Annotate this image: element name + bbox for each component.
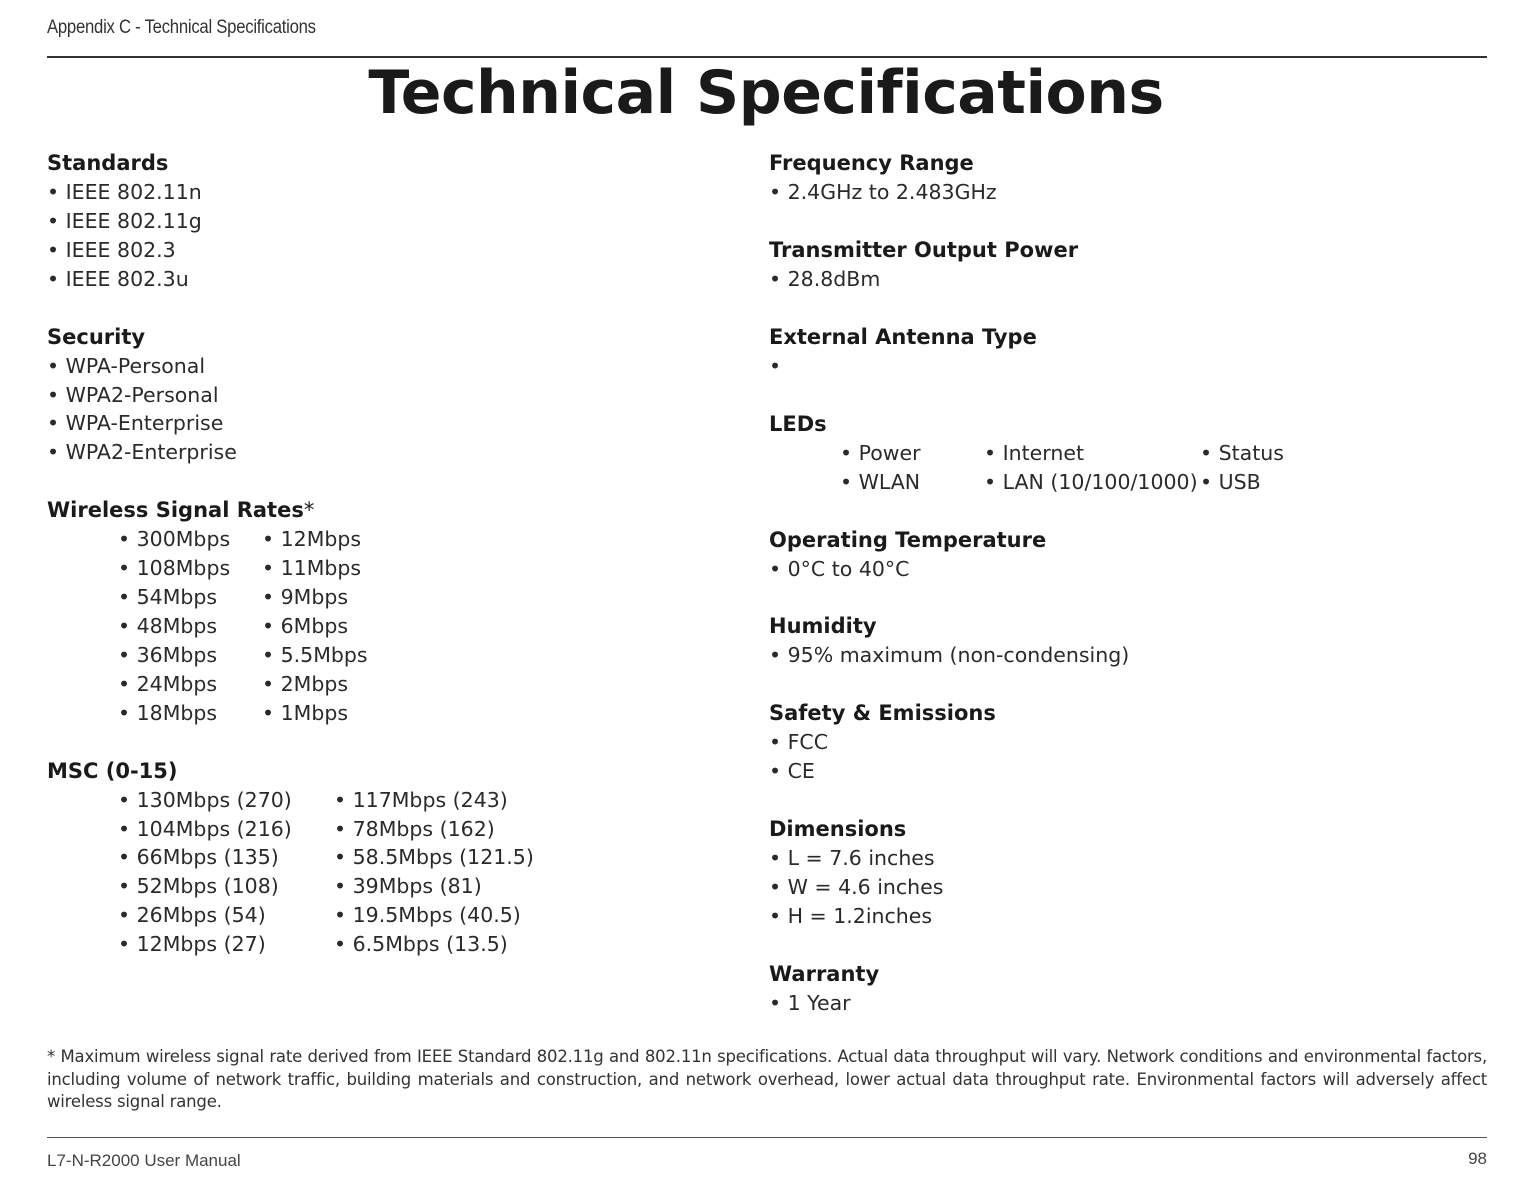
- list-item: • 6Mbps: [262, 612, 462, 641]
- msc-grid: [47, 786, 737, 959]
- list-item: • 9Mbps: [262, 583, 462, 612]
- dimensions-heading: Dimensions: [769, 817, 907, 842]
- signal-rates-heading-text: Wireless Signal Rates: [47, 498, 304, 523]
- list-item: • WPA2-Enterprise: [47, 438, 737, 467]
- safety-section: [769, 699, 1489, 786]
- msc-col2: [334, 786, 594, 959]
- running-head: Appendix C - Technical Specifications: [47, 17, 316, 38]
- tx-power-list: [769, 265, 1489, 294]
- frequency-list: [769, 178, 1489, 207]
- signal-rates-col2: [262, 525, 462, 727]
- tx-power-heading: Transmitter Output Power: [769, 237, 1079, 262]
- warranty-list: [769, 989, 1489, 1018]
- list-item: • 0°C to 40°C: [769, 555, 1489, 584]
- humidity-list: [769, 641, 1489, 670]
- list-item: • 300Mbps: [118, 525, 262, 554]
- leds-col1: [840, 439, 984, 497]
- standards-heading: Standards: [47, 151, 169, 175]
- warranty-heading: Warranty: [769, 961, 880, 986]
- footnote: * Maximum wireless signal rate derived from IEEE Standard 802.11g and 802.11n specifications. Actual data throughput will vary. Network conditions and environmental factors, including volume of network traffic, building materials and construction, and network overhead, lower actual data throughput rate. Environmental factors will adversely affect wireless signal range.: [47, 1047, 1487, 1111]
- leds-section: [769, 410, 1489, 497]
- safety-heading: Safety & Emissions: [769, 701, 996, 726]
- signal-rates-grid: [47, 525, 737, 727]
- frequency-heading: Frequency Range: [769, 151, 974, 175]
- list-item: [769, 352, 1489, 381]
- standards-list: [47, 178, 737, 294]
- humidity-section: [769, 612, 1489, 670]
- dimensions-section: [769, 815, 1489, 931]
- antenna-list: [769, 352, 1489, 381]
- list-item: • CE: [769, 757, 1489, 786]
- dimensions-list: [769, 844, 1489, 931]
- list-item: • 104Mbps (216): [118, 815, 334, 844]
- list-item: • 26Mbps (54): [118, 901, 334, 930]
- list-item: • 18Mbps: [118, 699, 262, 728]
- list-item: • 117Mbps (243): [334, 786, 594, 815]
- list-item: • 78Mbps (162): [334, 815, 594, 844]
- manual-name: L7-N-R2000 User Manual: [47, 1151, 241, 1170]
- tx-power-section: [769, 236, 1489, 294]
- list-item: • H = 1.2inches: [769, 902, 1489, 931]
- security-section: [47, 323, 737, 468]
- antenna-heading: External Antenna Type: [769, 324, 1037, 349]
- list-item: • IEEE 802.3u: [47, 265, 737, 294]
- signal-rates-heading: [47, 496, 737, 525]
- list-item: • 48Mbps: [118, 612, 262, 641]
- list-item: • 24Mbps: [118, 670, 262, 699]
- list-item: • L = 7.6 inches: [769, 844, 1489, 873]
- humidity-heading: Humidity: [769, 614, 877, 639]
- security-list: [47, 352, 737, 468]
- list-item: • IEEE 802.11g: [47, 207, 737, 236]
- list-item: • 2Mbps: [262, 670, 462, 699]
- list-item: • 12Mbps (27): [118, 930, 334, 959]
- list-item: • 11Mbps: [262, 554, 462, 583]
- list-item: • 5.5Mbps: [262, 641, 462, 670]
- list-item: • 2.4GHz to 2.483GHz: [769, 178, 1489, 207]
- leds-grid: [769, 439, 1489, 497]
- antenna-section: [769, 323, 1489, 381]
- footer-divider: [47, 1137, 1487, 1138]
- temperature-list: [769, 555, 1489, 584]
- msc-col1: [118, 786, 334, 959]
- right-column: [769, 149, 1489, 1018]
- list-item: • 39Mbps (81): [334, 872, 594, 901]
- list-item: • Status: [1200, 439, 1360, 468]
- list-item: • IEEE 802.11n: [47, 178, 737, 207]
- left-column: [47, 149, 737, 959]
- signal-rates-section: [47, 496, 737, 727]
- temperature-section: [769, 526, 1489, 584]
- list-item: • 19.5Mbps (40.5): [334, 901, 594, 930]
- list-item: • 58.5Mbps (121.5): [334, 843, 594, 872]
- safety-list: [769, 728, 1489, 786]
- list-item: • WPA2-Personal: [47, 381, 737, 410]
- frequency-section: [769, 149, 1489, 207]
- list-item: • 66Mbps (135): [118, 843, 334, 872]
- list-item: • W = 4.6 inches: [769, 873, 1489, 902]
- list-item: • LAN (10/100/1000): [984, 468, 1200, 497]
- page-number: 98: [1468, 1149, 1487, 1168]
- list-item: • FCC: [769, 728, 1489, 757]
- list-item: • 54Mbps: [118, 583, 262, 612]
- warranty-section: [769, 960, 1489, 1018]
- list-item: • WPA-Personal: [47, 352, 737, 381]
- list-item: • 1Mbps: [262, 699, 462, 728]
- msc-section: [47, 757, 737, 959]
- list-item: • 52Mbps (108): [118, 872, 334, 901]
- list-item: • 130Mbps (270): [118, 786, 334, 815]
- list-item: • 95% maximum (non-condensing): [769, 641, 1489, 670]
- security-heading: Security: [47, 324, 146, 349]
- leds-heading: LEDs: [769, 411, 827, 436]
- standards-section: [47, 149, 737, 294]
- list-item: • Internet: [984, 439, 1200, 468]
- list-item: • 108Mbps: [118, 554, 262, 583]
- list-item: • 36Mbps: [118, 641, 262, 670]
- list-item: • 12Mbps: [262, 525, 462, 554]
- list-item: • WPA-Enterprise: [47, 409, 737, 438]
- leds-col3: [1200, 439, 1360, 497]
- temperature-heading: Operating Temperature: [769, 527, 1047, 552]
- list-item: • 6.5Mbps (13.5): [334, 930, 594, 959]
- list-item: • IEEE 802.3: [47, 236, 737, 265]
- msc-heading: MSC (0-15): [47, 758, 178, 783]
- footnote-marker: *: [303, 498, 315, 523]
- list-item: • 28.8dBm: [769, 265, 1489, 294]
- signal-rates-col1: [118, 525, 262, 727]
- list-item: • WLAN: [840, 468, 984, 497]
- page-title: Technical Specifications: [368, 58, 1164, 128]
- list-item: • Power: [840, 439, 984, 468]
- list-item: • 1 Year: [769, 989, 1489, 1018]
- leds-col2: [984, 439, 1200, 497]
- list-item: • USB: [1200, 468, 1360, 497]
